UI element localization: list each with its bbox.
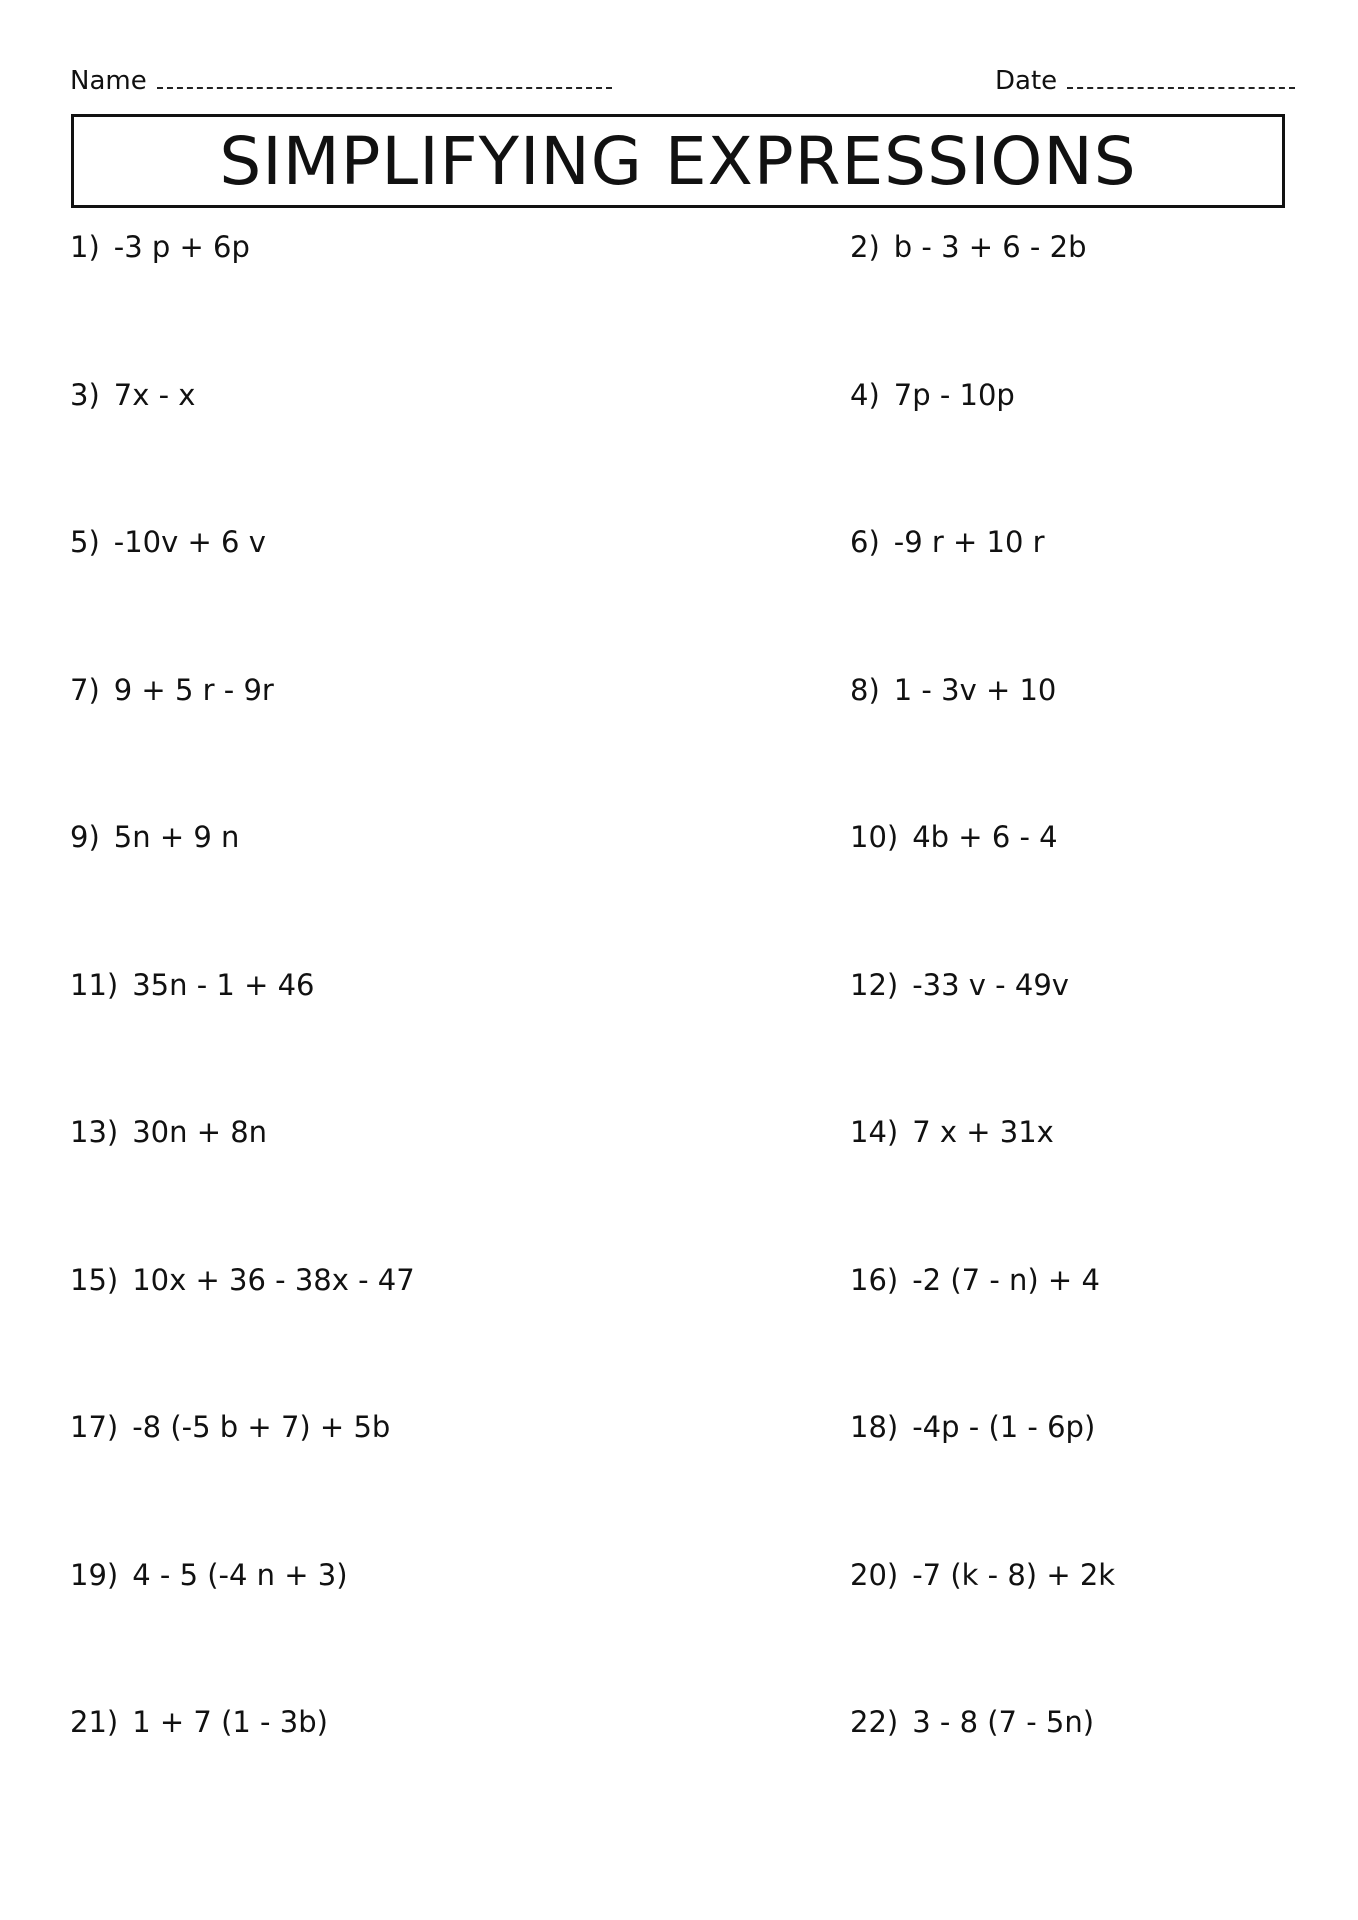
problem-number: 16) bbox=[850, 1262, 899, 1297]
problem-item bbox=[70, 673, 850, 821]
problem-item bbox=[70, 1263, 850, 1411]
problem-number: 1) bbox=[70, 230, 100, 264]
problem-item bbox=[850, 1705, 1290, 1853]
problem-expression: -4p - (1 - 6p) bbox=[912, 1410, 1096, 1444]
date-field bbox=[995, 66, 1295, 96]
problem-item bbox=[70, 525, 850, 673]
page-title: SIMPLIFYING EXPRESSIONS bbox=[219, 122, 1137, 200]
problem-expression: 7 x + 31x bbox=[912, 1115, 1054, 1149]
problem-expression: -33 v - 49v bbox=[912, 967, 1069, 1002]
problem-item bbox=[70, 1705, 850, 1853]
problem-item bbox=[70, 968, 850, 1116]
problem-expression: 35n - 1 + 46 bbox=[132, 967, 315, 1002]
problem-number: 4) bbox=[850, 377, 880, 412]
problem-number: 11) bbox=[70, 967, 119, 1002]
problem-number: 5) bbox=[70, 525, 100, 559]
name-blank-line[interactable] bbox=[157, 69, 612, 89]
problem-item bbox=[70, 1115, 850, 1263]
problem-number: 7) bbox=[70, 672, 100, 707]
problem-number: 13) bbox=[70, 1115, 119, 1149]
problem-item bbox=[850, 230, 1290, 378]
problem-number: 3) bbox=[70, 377, 100, 412]
problem-expression: 7p - 10p bbox=[893, 377, 1015, 412]
problem-expression: 7x - x bbox=[113, 377, 196, 412]
problem-item bbox=[70, 1410, 850, 1558]
problem-item bbox=[850, 1558, 1290, 1706]
problem-number: 22) bbox=[850, 1705, 899, 1739]
problem-number: 21) bbox=[70, 1705, 119, 1739]
title-box bbox=[71, 114, 1285, 208]
problem-number: 10) bbox=[850, 820, 899, 854]
problem-list bbox=[70, 230, 1290, 1820]
problem-number: 17) bbox=[70, 1410, 119, 1444]
problem-expression: 9 + 5 r - 9r bbox=[113, 672, 274, 707]
problem-item bbox=[70, 1558, 850, 1706]
problem-item bbox=[850, 525, 1290, 673]
problem-number: 18) bbox=[850, 1410, 899, 1444]
problem-expression: -3 p + 6p bbox=[113, 230, 250, 264]
problem-expression: -9 r + 10 r bbox=[893, 525, 1045, 559]
problem-number: 20) bbox=[850, 1557, 899, 1592]
problem-expression: -7 (k - 8) + 2k bbox=[912, 1557, 1116, 1592]
problem-expression: 3 - 8 (7 - 5n) bbox=[912, 1705, 1095, 1739]
problem-expression: 30n + 8n bbox=[132, 1115, 268, 1149]
problem-item bbox=[850, 378, 1290, 526]
problem-item bbox=[70, 820, 850, 968]
problem-number: 12) bbox=[850, 967, 899, 1002]
problem-expression: -2 (7 - n) + 4 bbox=[912, 1262, 1100, 1297]
problem-item bbox=[850, 1410, 1290, 1558]
problem-expression: 1 - 3v + 10 bbox=[893, 672, 1057, 707]
problem-expression: 5n + 9 n bbox=[113, 820, 240, 854]
problem-expression: b - 3 + 6 - 2b bbox=[893, 230, 1087, 264]
problem-expression: 1 + 7 (1 - 3b) bbox=[132, 1705, 328, 1739]
date-label: Date bbox=[995, 66, 1058, 96]
problem-expression: 4 - 5 (-4 n + 3) bbox=[132, 1557, 348, 1592]
date-blank-line[interactable] bbox=[1067, 69, 1295, 89]
problem-number: 6) bbox=[850, 525, 880, 559]
problem-expression: -10v + 6 v bbox=[113, 525, 266, 559]
name-label: Name bbox=[70, 66, 147, 96]
problem-item bbox=[850, 1263, 1290, 1411]
problem-number: 19) bbox=[70, 1557, 119, 1592]
problem-item bbox=[70, 230, 850, 378]
problem-expression: 10x + 36 - 38x - 47 bbox=[132, 1262, 415, 1297]
problem-number: 9) bbox=[70, 820, 100, 854]
name-field bbox=[70, 66, 612, 96]
problem-item bbox=[850, 968, 1290, 1116]
problem-expression: 4b + 6 - 4 bbox=[912, 820, 1058, 854]
problem-expression: -8 (-5 b + 7) + 5b bbox=[132, 1410, 391, 1444]
problem-number: 8) bbox=[850, 672, 880, 707]
problem-item bbox=[70, 378, 850, 526]
problem-item bbox=[850, 1115, 1290, 1263]
problem-number: 15) bbox=[70, 1262, 119, 1297]
problem-item bbox=[850, 673, 1290, 821]
problem-number: 2) bbox=[850, 230, 880, 264]
problem-number: 14) bbox=[850, 1115, 899, 1149]
problem-item bbox=[850, 820, 1290, 968]
